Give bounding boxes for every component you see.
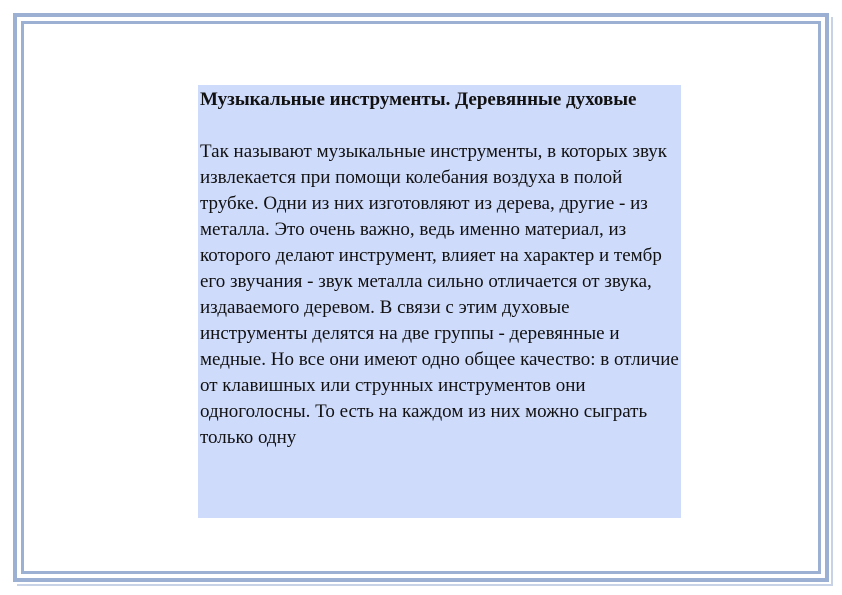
document-body: Так называют музыкальные инструменты, в которых звук извлекается при помощи колебания воздуха в полой трубке. Одни из них изготовляют из дерева, другие - из металла. Это очень важно, ведь именно материал, из которого делают инструмент, влияет на характер и тембр его звучания - звук металла сильно отличается от звука, издаваемого деревом. В связи с этим духовые инструменты делятся на две группы - деревянные и медные. Но все они имеют одно общее качество: в отличие от клавишных или струнных инструментов они одноголосны. То есть на каждом из них можно сыграть только одну [200, 141, 679, 448]
text-block [198, 85, 681, 518]
document-title: Музыкальные инструменты. Деревянные духовые [200, 89, 637, 110]
